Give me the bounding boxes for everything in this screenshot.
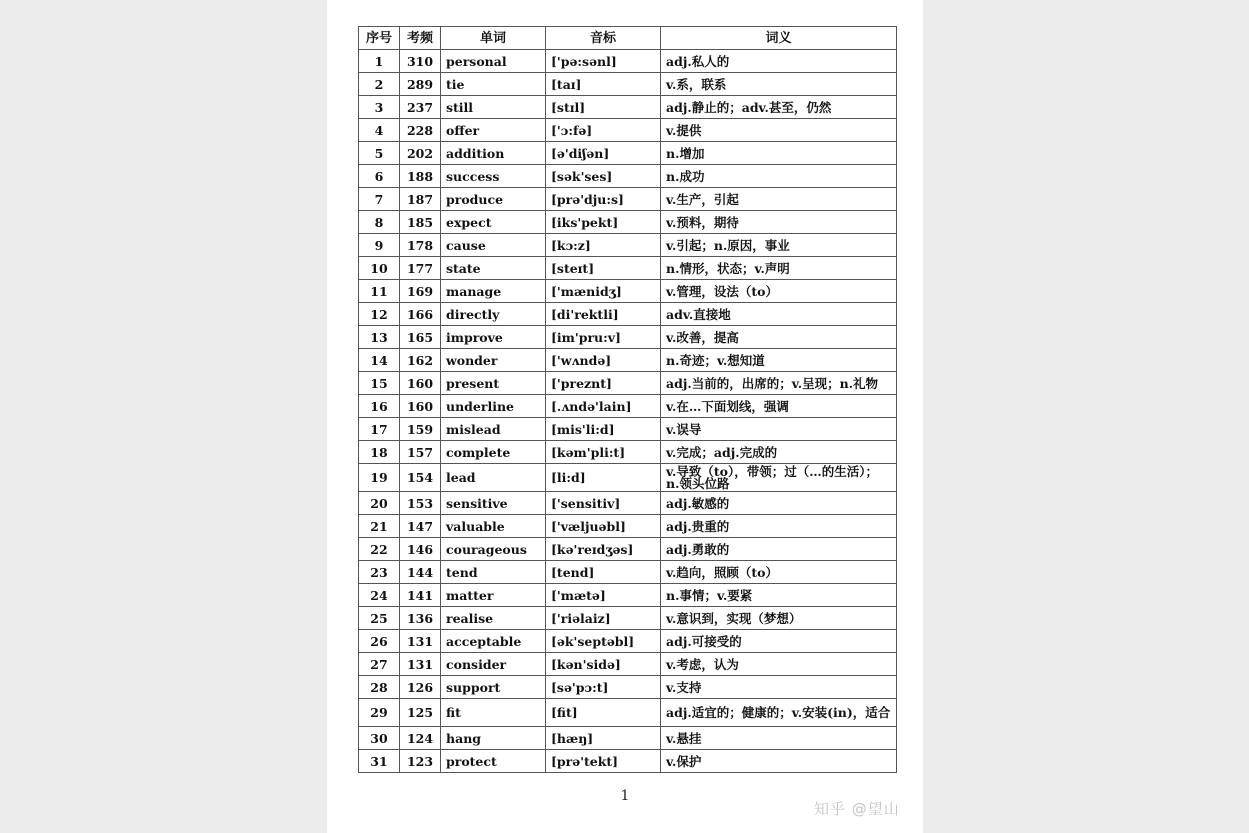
table-row (359, 750, 897, 773)
cell-num: 3 (359, 96, 400, 119)
cell-num: 23 (359, 561, 400, 584)
cell-phonetic: [sək'ses] (546, 165, 661, 188)
cell-freq: 166 (400, 303, 441, 326)
cell-word: consider (441, 653, 546, 676)
cell-num: 27 (359, 653, 400, 676)
cell-word: wonder (441, 349, 546, 372)
cell-phonetic: [ə'diʃən] (546, 142, 661, 165)
cell-word: success (441, 165, 546, 188)
cell-phonetic: ['ɔ:fə] (546, 119, 661, 142)
table-row (359, 165, 897, 188)
table-row (359, 349, 897, 372)
cell-word: acceptable (441, 630, 546, 653)
cell-meaning: v.系，联系 (661, 73, 897, 96)
cell-meaning: adj.贵重的 (661, 515, 897, 538)
cell-num: 4 (359, 119, 400, 142)
cell-freq: 228 (400, 119, 441, 142)
cell-freq: 124 (400, 727, 441, 750)
cell-meaning: adj.私人的 (661, 50, 897, 73)
vocabulary-table (358, 26, 897, 773)
cell-freq: 160 (400, 372, 441, 395)
cell-phonetic: [hæŋ] (546, 727, 661, 750)
table-row (359, 257, 897, 280)
header-num: 序号 (359, 27, 400, 50)
cell-freq: 147 (400, 515, 441, 538)
cell-word: valuable (441, 515, 546, 538)
cell-freq: 187 (400, 188, 441, 211)
cell-meaning: adj.适宜的；健康的；v.安装(in)，适合 (661, 699, 897, 727)
cell-phonetic: ['sensitiv] (546, 492, 661, 515)
cell-freq: 159 (400, 418, 441, 441)
cell-phonetic: ['mætə] (546, 584, 661, 607)
table-row (359, 607, 897, 630)
cell-freq: 237 (400, 96, 441, 119)
cell-meaning: n.事情；v.要紧 (661, 584, 897, 607)
cell-word: underline (441, 395, 546, 418)
cell-word: courageous (441, 538, 546, 561)
table-row (359, 280, 897, 303)
cell-num: 9 (359, 234, 400, 257)
cell-freq: 202 (400, 142, 441, 165)
cell-word: complete (441, 441, 546, 464)
cell-meaning: adj.勇敢的 (661, 538, 897, 561)
table-header-row (359, 27, 897, 50)
cell-phonetic: ['væljuəbl] (546, 515, 661, 538)
cell-freq: 126 (400, 676, 441, 699)
cell-meaning: v.误导 (661, 418, 897, 441)
cell-phonetic: [prə'dju:s] (546, 188, 661, 211)
cell-num: 5 (359, 142, 400, 165)
cell-freq: 123 (400, 750, 441, 773)
table-row (359, 418, 897, 441)
cell-freq: 289 (400, 73, 441, 96)
cell-meaning: n.增加 (661, 142, 897, 165)
cell-phonetic: [kɔ:z] (546, 234, 661, 257)
table-row (359, 303, 897, 326)
cell-freq: 188 (400, 165, 441, 188)
cell-phonetic: [kən'sidə] (546, 653, 661, 676)
cell-num: 12 (359, 303, 400, 326)
cell-meaning: adj.可接受的 (661, 630, 897, 653)
cell-word: sensitive (441, 492, 546, 515)
table-row (359, 699, 897, 727)
cell-num: 7 (359, 188, 400, 211)
cell-freq: 141 (400, 584, 441, 607)
cell-num: 15 (359, 372, 400, 395)
table-row (359, 234, 897, 257)
cell-meaning: adj.敏感的 (661, 492, 897, 515)
cell-num: 6 (359, 165, 400, 188)
table-row (359, 464, 897, 492)
table-row (359, 372, 897, 395)
cell-num: 8 (359, 211, 400, 234)
cell-word: tie (441, 73, 546, 96)
header-phonetic: 音标 (546, 27, 661, 50)
cell-phonetic: [stɪl] (546, 96, 661, 119)
cell-meaning: v.完成；adj.完成的 (661, 441, 897, 464)
table-row (359, 188, 897, 211)
table-row (359, 538, 897, 561)
cell-num: 19 (359, 464, 400, 492)
cell-word: support (441, 676, 546, 699)
cell-phonetic: ['riəlaiz] (546, 607, 661, 630)
cell-word: improve (441, 326, 546, 349)
cell-meaning: n.情形，状态；v.声明 (661, 257, 897, 280)
cell-freq: 131 (400, 630, 441, 653)
cell-meaning: v.趋向，照顾（to） (661, 561, 897, 584)
cell-num: 31 (359, 750, 400, 773)
cell-freq: 165 (400, 326, 441, 349)
cell-num: 16 (359, 395, 400, 418)
cell-phonetic: [im'pru:v] (546, 326, 661, 349)
cell-phonetic: [tend] (546, 561, 661, 584)
cell-freq: 146 (400, 538, 441, 561)
cell-freq: 144 (400, 561, 441, 584)
table-row (359, 326, 897, 349)
cell-num: 20 (359, 492, 400, 515)
cell-freq: 162 (400, 349, 441, 372)
cell-phonetic: [ək'septəbl] (546, 630, 661, 653)
page-number: 1 (620, 788, 630, 804)
cell-phonetic: ['mænidʒ] (546, 280, 661, 303)
cell-meaning: v.改善，提高 (661, 326, 897, 349)
cell-word: addition (441, 142, 546, 165)
cell-word: personal (441, 50, 546, 73)
cell-word: state (441, 257, 546, 280)
cell-meaning: adj.静止的；adv.甚至，仍然 (661, 96, 897, 119)
table-row (359, 676, 897, 699)
cell-meaning: v.预料，期待 (661, 211, 897, 234)
cell-meaning: adv.直接地 (661, 303, 897, 326)
cell-num: 29 (359, 699, 400, 727)
table-row (359, 211, 897, 234)
cell-meaning: v.提供 (661, 119, 897, 142)
cell-freq: 153 (400, 492, 441, 515)
cell-meaning: v.考虑，认为 (661, 653, 897, 676)
cell-meaning: v.管理，设法（to） (661, 280, 897, 303)
table-row (359, 119, 897, 142)
cell-word: matter (441, 584, 546, 607)
header-meaning: 词义 (661, 27, 897, 50)
cell-word: tend (441, 561, 546, 584)
cell-num: 18 (359, 441, 400, 464)
cell-freq: 169 (400, 280, 441, 303)
cell-phonetic: [prə'tekt] (546, 750, 661, 773)
cell-phonetic: [sə'pɔ:t] (546, 676, 661, 699)
cell-meaning: v.保护 (661, 750, 897, 773)
cell-freq: 157 (400, 441, 441, 464)
cell-word: protect (441, 750, 546, 773)
cell-word: lead (441, 464, 546, 492)
cell-phonetic: ['preznt] (546, 372, 661, 395)
cell-word: fit (441, 699, 546, 727)
table-row (359, 50, 897, 73)
cell-word: manage (441, 280, 546, 303)
cell-meaning: n.奇迹；v.想知道 (661, 349, 897, 372)
table-row (359, 96, 897, 119)
cell-phonetic: [kə'reɪdʒəs] (546, 538, 661, 561)
cell-num: 1 (359, 50, 400, 73)
cell-word: produce (441, 188, 546, 211)
watermark: 知乎 @望山 (814, 800, 900, 818)
header-word: 单词 (441, 27, 546, 50)
cell-phonetic: [fit] (546, 699, 661, 727)
cell-meaning: v.悬挂 (661, 727, 897, 750)
table-row (359, 441, 897, 464)
cell-num: 30 (359, 727, 400, 750)
cell-meaning: v.导致（to），带领；过（…的生活）；n.领头位路 (661, 464, 897, 492)
cell-num: 22 (359, 538, 400, 561)
cell-meaning: n.成功 (661, 165, 897, 188)
cell-num: 14 (359, 349, 400, 372)
table-row (359, 727, 897, 750)
cell-word: offer (441, 119, 546, 142)
table-row (359, 561, 897, 584)
cell-phonetic: [di'rektli] (546, 303, 661, 326)
cell-freq: 178 (400, 234, 441, 257)
cell-freq: 160 (400, 395, 441, 418)
cell-word: directly (441, 303, 546, 326)
table-body (359, 50, 897, 773)
cell-num: 17 (359, 418, 400, 441)
cell-meaning: v.在…下面划线，强调 (661, 395, 897, 418)
table-row (359, 630, 897, 653)
table-row (359, 73, 897, 96)
table-row (359, 142, 897, 165)
cell-phonetic: [taɪ] (546, 73, 661, 96)
cell-freq: 125 (400, 699, 441, 727)
cell-freq: 185 (400, 211, 441, 234)
cell-word: present (441, 372, 546, 395)
cell-word: expect (441, 211, 546, 234)
cell-freq: 310 (400, 50, 441, 73)
cell-word: hang (441, 727, 546, 750)
cell-freq: 154 (400, 464, 441, 492)
cell-num: 26 (359, 630, 400, 653)
cell-num: 24 (359, 584, 400, 607)
cell-num: 10 (359, 257, 400, 280)
cell-meaning: v.生产，引起 (661, 188, 897, 211)
cell-phonetic: [kəm'pli:t] (546, 441, 661, 464)
table-row (359, 653, 897, 676)
cell-freq: 131 (400, 653, 441, 676)
cell-num: 21 (359, 515, 400, 538)
cell-phonetic: ['wʌndə] (546, 349, 661, 372)
table-row (359, 395, 897, 418)
cell-freq: 136 (400, 607, 441, 630)
cell-num: 11 (359, 280, 400, 303)
cell-phonetic: [steɪt] (546, 257, 661, 280)
cell-phonetic: ['pə:sənl] (546, 50, 661, 73)
cell-meaning: v.引起；n.原因，事业 (661, 234, 897, 257)
cell-num: 13 (359, 326, 400, 349)
cell-num: 28 (359, 676, 400, 699)
table-row (359, 584, 897, 607)
header-freq: 考频 (400, 27, 441, 50)
cell-meaning: v.支持 (661, 676, 897, 699)
cell-num: 2 (359, 73, 400, 96)
cell-phonetic: [iks'pekt] (546, 211, 661, 234)
document-page (327, 0, 923, 833)
cell-word: mislead (441, 418, 546, 441)
table-row (359, 492, 897, 515)
cell-word: cause (441, 234, 546, 257)
table-row (359, 515, 897, 538)
cell-phonetic: [mis'li:d] (546, 418, 661, 441)
cell-phonetic: [.ʌndə'lain] (546, 395, 661, 418)
cell-word: realise (441, 607, 546, 630)
cell-num: 25 (359, 607, 400, 630)
cell-meaning: v.意识到，实现（梦想） (661, 607, 897, 630)
cell-freq: 177 (400, 257, 441, 280)
cell-phonetic: [li:d] (546, 464, 661, 492)
cell-meaning: adj.当前的，出席的；v.呈现；n.礼物 (661, 372, 897, 395)
cell-word: still (441, 96, 546, 119)
